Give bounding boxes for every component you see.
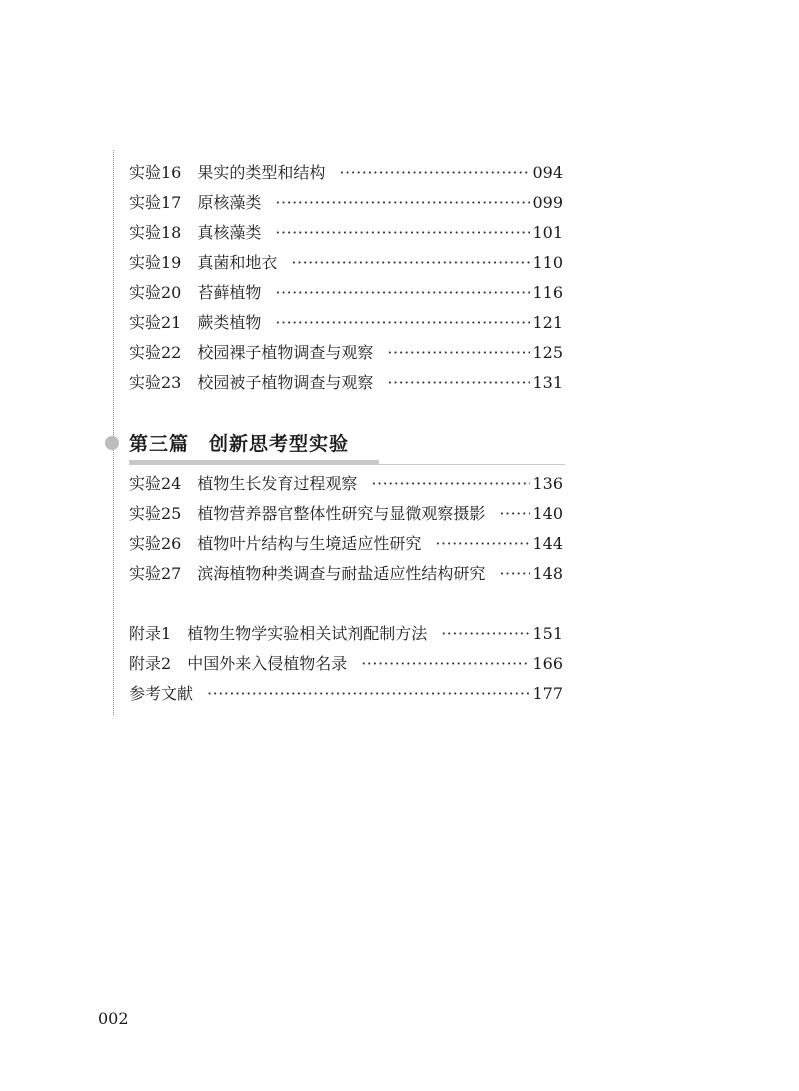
entry-title: 植物生长发育过程观察: [197, 474, 358, 493]
entry-page: 094: [532, 163, 563, 182]
dot-leader: [441, 622, 530, 646]
section-underline-rule: [379, 464, 565, 465]
entry-code: 实验20: [129, 283, 182, 302]
entry-title: 原核藻类: [197, 193, 262, 212]
entry-title: 参考文献: [129, 684, 194, 703]
entry-page: 116: [532, 283, 563, 302]
toc-dotted-spine: [113, 150, 114, 715]
toc-entry[interactable]: [129, 371, 563, 395]
entry-code: 实验21: [129, 313, 182, 332]
entry-code: 实验19: [129, 253, 182, 272]
entry-code: 实验26: [129, 534, 182, 553]
entry-title: 真核藻类: [197, 223, 262, 242]
toc-entry[interactable]: [129, 191, 563, 215]
dot-leader: [275, 191, 530, 215]
table-of-contents: [113, 150, 573, 715]
entry-code: 实验18: [129, 223, 182, 242]
dot-leader: [275, 221, 530, 245]
toc-appendix-entry[interactable]: [129, 652, 563, 676]
entry-page: 166: [532, 654, 563, 673]
entry-code: 实验23: [129, 373, 182, 392]
dot-leader: [387, 371, 530, 395]
section-underline-bar: [129, 460, 379, 465]
section-header[interactable]: [129, 431, 565, 465]
entry-page: 140: [532, 504, 563, 523]
dot-leader: [275, 311, 530, 335]
toc-appendix-entry[interactable]: [129, 622, 563, 646]
entry-title: 蕨类植物: [197, 313, 262, 332]
toc-entry[interactable]: [129, 472, 563, 496]
dot-leader: [435, 532, 530, 556]
toc-entry[interactable]: [129, 221, 563, 245]
entry-title: 中国外来入侵植物名录: [187, 654, 348, 673]
section-title: 第三篇 创新思考型实验: [129, 433, 350, 455]
entry-page: 136: [532, 474, 563, 493]
entry-page: 121: [532, 313, 563, 332]
dot-leader: [499, 562, 530, 586]
dot-leader: [361, 652, 530, 676]
dot-leader: [291, 251, 530, 275]
toc-entry[interactable]: [129, 341, 563, 365]
toc-entry[interactable]: [129, 251, 563, 275]
dot-leader: [387, 341, 530, 365]
entry-page: 110: [532, 253, 563, 272]
entry-code: 实验17: [129, 193, 182, 212]
dot-leader: [499, 502, 530, 526]
toc-entry[interactable]: [129, 311, 563, 335]
page-number: 002: [98, 1009, 129, 1028]
entry-page: 131: [532, 373, 563, 392]
entry-code: 附录1: [129, 624, 172, 643]
entry-page: 177: [532, 684, 563, 703]
dot-leader: [371, 472, 530, 496]
toc-entry[interactable]: [129, 281, 563, 305]
entry-title: 校园裸子植物调查与观察: [197, 343, 374, 362]
entry-code: 实验24: [129, 474, 182, 493]
toc-entry[interactable]: [129, 161, 563, 185]
entry-page: 101: [532, 223, 563, 242]
entry-title: 苔藓植物: [197, 283, 262, 302]
section-marker-dot: [105, 436, 119, 450]
entry-page: 144: [532, 534, 563, 553]
toc-entry[interactable]: [129, 562, 563, 586]
entry-page: 099: [532, 193, 563, 212]
entry-title: 植物营养器官整体性研究与显微观察摄影: [197, 504, 486, 523]
toc-entry[interactable]: [129, 532, 563, 556]
entry-page: 151: [532, 624, 563, 643]
entry-page: 125: [532, 343, 563, 362]
entry-code: 实验16: [129, 163, 182, 182]
entry-code: 实验22: [129, 343, 182, 362]
toc-references-entry[interactable]: [129, 682, 563, 706]
entry-title: 果实的类型和结构: [197, 163, 326, 182]
entry-code: 实验25: [129, 504, 182, 523]
dot-leader: [207, 682, 530, 706]
dot-leader: [339, 161, 530, 185]
dot-leader: [275, 281, 530, 305]
toc-entry[interactable]: [129, 502, 563, 526]
entry-page: 148: [532, 564, 563, 583]
entry-title: 植物叶片结构与生境适应性研究: [197, 534, 422, 553]
entry-title: 植物生物学实验相关试剂配制方法: [187, 624, 428, 643]
entry-title: 真菌和地衣: [197, 253, 278, 272]
entry-code: 附录2: [129, 654, 172, 673]
entry-title: 校园被子植物调查与观察: [197, 373, 374, 392]
entry-code: 实验27: [129, 564, 182, 583]
entry-title: 滨海植物种类调查与耐盐适应性结构研究: [197, 564, 486, 583]
